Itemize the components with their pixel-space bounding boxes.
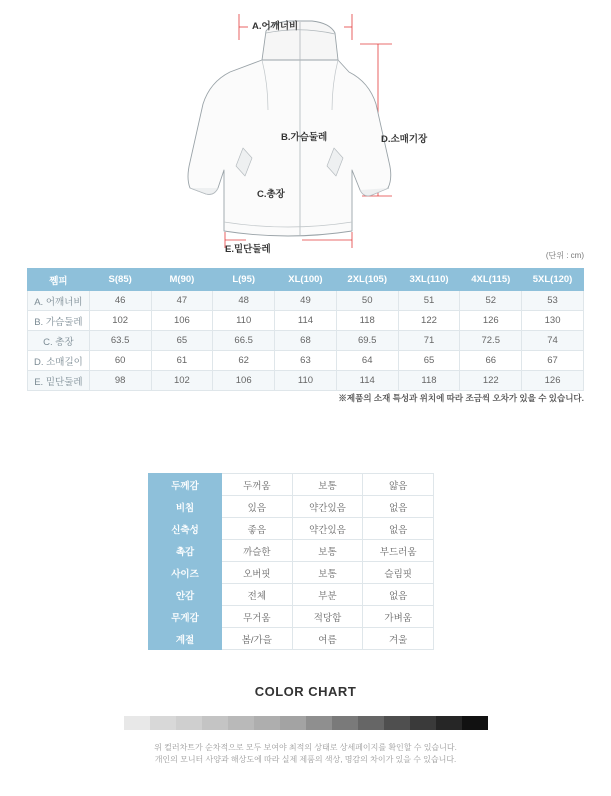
color-swatch — [150, 716, 176, 730]
attribute-label: 촉감 — [149, 540, 222, 562]
size-table-cell: 53 — [522, 291, 584, 311]
size-table-cell: 47 — [151, 291, 213, 311]
unit-note: (단위 : cm) — [545, 251, 584, 260]
size-table-cell: 50 — [336, 291, 398, 311]
size-table-cell: 66.5 — [213, 331, 275, 351]
size-table-cell: 69.5 — [336, 331, 398, 351]
size-table-cell: 52 — [460, 291, 522, 311]
size-table-cell: 60 — [89, 351, 151, 371]
table-row — [28, 311, 584, 331]
attribute-label: 안감 — [149, 584, 222, 606]
attribute-row — [149, 518, 434, 540]
attribute-option: 부분 — [292, 584, 363, 606]
attribute-row — [149, 562, 434, 584]
size-table-cell: 49 — [275, 291, 337, 311]
attribute-option: 보통 — [292, 562, 363, 584]
color-swatch — [358, 716, 384, 730]
color-chart-title: COLOR CHART — [254, 684, 357, 699]
color-swatch — [254, 716, 280, 730]
attribute-option: 없음 — [363, 518, 434, 540]
size-table-cell: 62 — [213, 351, 275, 371]
size-table-cell: 66 — [460, 351, 522, 371]
attribute-label: 무게감 — [149, 606, 222, 628]
attribute-option: 무거움 — [222, 606, 293, 628]
size-table-col-header: XL(100) — [275, 269, 337, 291]
attribute-option: 부드러움 — [363, 540, 434, 562]
attribute-option: 보통 — [292, 474, 363, 496]
color-swatch — [306, 716, 332, 730]
color-swatch — [124, 716, 150, 730]
label-chest: B.가슴둘레 — [281, 132, 328, 143]
attribute-label: 두께감 — [149, 474, 222, 496]
attribute-row — [149, 474, 434, 496]
size-table-cell: 68 — [275, 331, 337, 351]
size-table-header-row — [28, 269, 584, 291]
table-row — [28, 351, 584, 371]
size-table-cell: 71 — [398, 331, 460, 351]
attribute-option: 없음 — [363, 584, 434, 606]
attribute-option: 겨울 — [363, 628, 434, 650]
size-table-cell: 74 — [522, 331, 584, 351]
size-table-col-header: 3XL(110) — [398, 269, 460, 291]
attribute-label: 사이즈 — [149, 562, 222, 584]
attribute-option: 가벼움 — [363, 606, 434, 628]
size-table-cell: 48 — [213, 291, 275, 311]
label-sleeve: D.소매기장 — [381, 134, 428, 145]
size-table-cell: 110 — [213, 311, 275, 331]
attribute-label: 비침 — [149, 496, 222, 518]
attribute-row — [149, 606, 434, 628]
size-table-col-header: 2XL(105) — [336, 269, 398, 291]
size-table-cell: 102 — [89, 311, 151, 331]
footer-line-2: 개인의 모니터 사양과 해상도에 따라 실제 제품의 색상, 명감의 차이가 있을 수 있습니다. — [154, 755, 457, 764]
attribute-table — [148, 473, 434, 650]
size-table-cell: 102 — [151, 371, 213, 391]
size-table-col-header: L(95) — [213, 269, 275, 291]
attribute-option: 약간있음 — [292, 518, 363, 540]
size-table-cell: 122 — [398, 311, 460, 331]
size-table-cell: 98 — [89, 371, 151, 391]
size-table-cell: 46 — [89, 291, 151, 311]
size-table-row-header: B. 가슴둘레 — [28, 311, 90, 331]
size-table-cell: 65 — [151, 331, 213, 351]
size-table-cell: 122 — [460, 371, 522, 391]
table-row — [28, 331, 584, 351]
size-table — [27, 268, 584, 391]
attribute-option: 없음 — [363, 496, 434, 518]
size-table-col-header: 5XL(120) — [522, 269, 584, 291]
table-row — [28, 291, 584, 311]
attribute-option: 좋음 — [222, 518, 293, 540]
attribute-option: 오버핏 — [222, 562, 293, 584]
size-table-col-header: M(90) — [151, 269, 213, 291]
attribute-option: 얇음 — [363, 474, 434, 496]
attribute-option: 있음 — [222, 496, 293, 518]
attribute-option: 적당함 — [292, 606, 363, 628]
size-table-cell: 110 — [275, 371, 337, 391]
color-swatch — [436, 716, 462, 730]
color-swatch — [384, 716, 410, 730]
size-table-cell: 63.5 — [89, 331, 151, 351]
attribute-option: 까슬한 — [222, 540, 293, 562]
size-table-cell: 118 — [336, 311, 398, 331]
attribute-option: 여름 — [292, 628, 363, 650]
color-swatch — [280, 716, 306, 730]
size-table-cell: 106 — [213, 371, 275, 391]
attribute-table-container — [148, 473, 434, 650]
garment-diagram — [0, 0, 611, 262]
size-table-row-header: E. 밑단둘레 — [28, 371, 90, 391]
attribute-row — [149, 496, 434, 518]
size-table-col-header: S(85) — [89, 269, 151, 291]
attribute-row — [149, 540, 434, 562]
size-table-row-header: D. 소매길이 — [28, 351, 90, 371]
size-table-col-header: 4XL(115) — [460, 269, 522, 291]
size-table-cell: 51 — [398, 291, 460, 311]
size-table-cell: 61 — [151, 351, 213, 371]
size-table-note: ※제품의 소재 특성과 위치에 따라 조금씩 오차가 있을 수 있습니다. — [338, 393, 584, 403]
size-table-row-header: A. 어깨너비 — [28, 291, 90, 311]
color-swatch — [462, 716, 488, 730]
label-length: C.총장 — [257, 189, 285, 200]
size-table-cell: 114 — [275, 311, 337, 331]
attribute-option: 두꺼움 — [222, 474, 293, 496]
color-swatch — [332, 716, 358, 730]
color-swatch — [228, 716, 254, 730]
attribute-label: 신축성 — [149, 518, 222, 540]
attribute-row — [149, 584, 434, 606]
footer-note — [0, 742, 611, 766]
size-table-cell: 126 — [522, 371, 584, 391]
size-table-cell: 64 — [336, 351, 398, 371]
size-table-cell: 126 — [460, 311, 522, 331]
attribute-row — [149, 628, 434, 650]
footer-line-1: 위 컬러차트가 순차적으로 모두 보여야 최적의 상태로 상세페이지를 확인할 수 있습니다. — [154, 743, 457, 752]
attribute-option: 전체 — [222, 584, 293, 606]
color-swatch — [176, 716, 202, 730]
size-table-cell: 65 — [398, 351, 460, 371]
attribute-option: 약간있음 — [292, 496, 363, 518]
table-row — [28, 371, 584, 391]
size-table-cell: 106 — [151, 311, 213, 331]
size-table-container — [27, 268, 584, 391]
size-table-cell: 63 — [275, 351, 337, 371]
size-table-cell: 67 — [522, 351, 584, 371]
label-hem: E.밑단둘레 — [225, 244, 271, 255]
size-table-cell: 118 — [398, 371, 460, 391]
color-swatch — [410, 716, 436, 730]
attribute-label: 계절 — [149, 628, 222, 650]
color-swatch — [202, 716, 228, 730]
size-table-corner-header: 쩸피 — [28, 269, 90, 291]
color-swatch-row — [0, 716, 611, 730]
size-table-cell: 72.5 — [460, 331, 522, 351]
size-table-row-header: C. 총장 — [28, 331, 90, 351]
label-shoulder: A.어깨너비 — [252, 21, 299, 32]
attribute-option: 보통 — [292, 540, 363, 562]
attribute-option: 슬림핏 — [363, 562, 434, 584]
size-table-cell: 114 — [336, 371, 398, 391]
size-table-cell: 130 — [522, 311, 584, 331]
attribute-option: 봄/가을 — [222, 628, 293, 650]
